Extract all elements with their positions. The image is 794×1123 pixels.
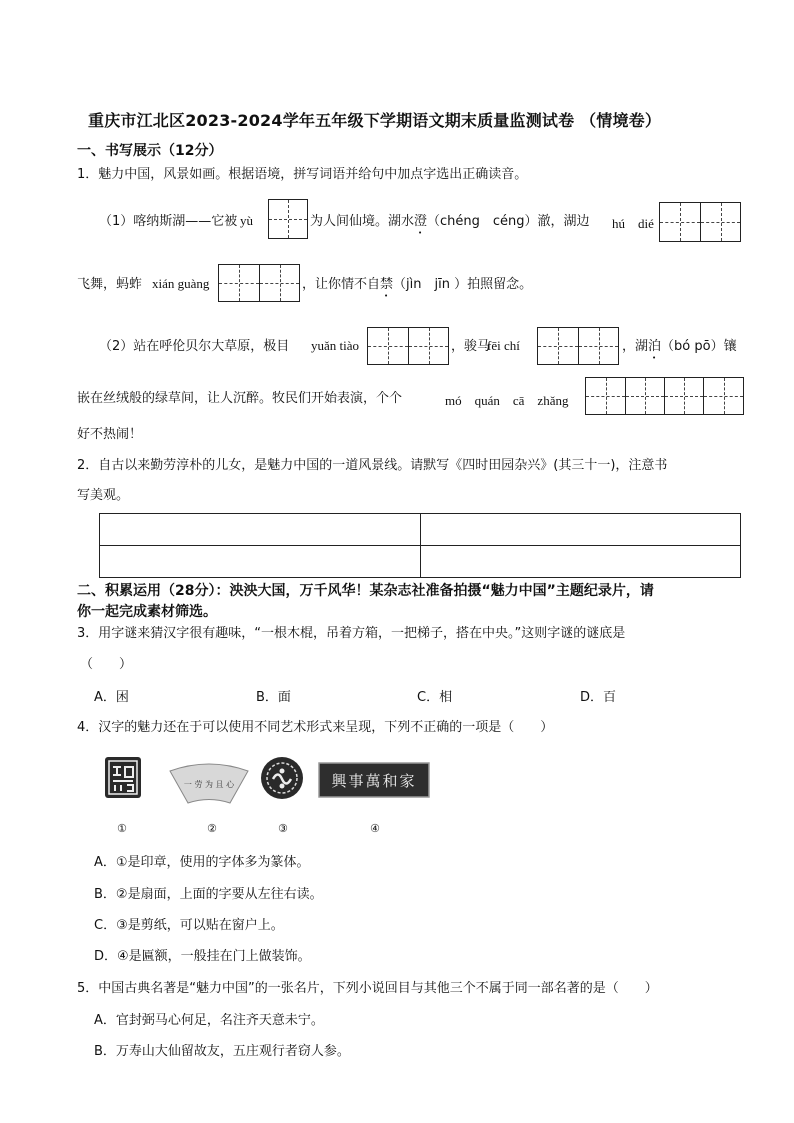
q1-line1-text-c: （chéng céng）澈，湖边 bbox=[427, 214, 590, 229]
image-label-3: ③ bbox=[278, 822, 288, 835]
section2-heading-line2: 你一起完成素材筛选。 bbox=[77, 604, 217, 620]
writing-cell[interactable] bbox=[586, 378, 625, 414]
poem-cell[interactable] bbox=[100, 546, 421, 578]
writing-cell[interactable] bbox=[578, 328, 618, 364]
q3-paren: （ ） bbox=[80, 657, 133, 672]
writing-cell[interactable] bbox=[538, 328, 578, 364]
answer-box-feichi[interactable] bbox=[537, 327, 619, 365]
answer-box-xianguang[interactable] bbox=[218, 264, 300, 302]
pinyin-feichi: fēi chí bbox=[487, 338, 520, 353]
q5-stem: 5．中国古典名著是“魅力中国”的一张名片，下列小说回目与其他三个不属于同一部名著的是（ ） bbox=[77, 981, 658, 996]
poem-cell[interactable] bbox=[420, 514, 741, 546]
q1-line3-text-b: ，骏马 bbox=[451, 339, 491, 354]
seal-icon bbox=[103, 755, 143, 800]
answer-box-yu[interactable] bbox=[268, 199, 308, 239]
q1-line4-text: 嵌在丝绒般的绿草间，让人沉醉。牧民们开始表演，个个 bbox=[77, 391, 403, 406]
q3-option-a[interactable]: A．困 bbox=[94, 690, 129, 705]
writing-cell[interactable] bbox=[625, 378, 664, 414]
pinyin-yu: yù bbox=[240, 213, 253, 228]
writing-cell[interactable] bbox=[664, 378, 703, 414]
dotted-char-cheng: 澄 bbox=[414, 214, 428, 229]
plaque-inscription: 興事萬和家 bbox=[331, 772, 417, 790]
writing-cell[interactable] bbox=[700, 203, 740, 241]
q3-option-c[interactable]: C．相 bbox=[417, 690, 453, 705]
writing-cell[interactable] bbox=[368, 328, 408, 364]
writing-cell[interactable] bbox=[408, 328, 448, 364]
q1-line5-text: 好不热闹！ bbox=[77, 427, 143, 442]
q1-line1-text-a: （1）喀纳斯湖——它被 bbox=[99, 214, 238, 229]
q5-option-b[interactable]: B．万寿山大仙留故友，五庄观行者窃人参。 bbox=[94, 1044, 350, 1059]
pinyin-moquancazhang: mó quán cā zhǎng bbox=[445, 393, 569, 408]
answer-box-yuantiao[interactable] bbox=[367, 327, 449, 365]
papercut-icon bbox=[259, 755, 305, 801]
q2-stem-line1: 2．自古以来勤劳淳朴的儿女，是魅力中国的一道风景线。请默写《四时田园杂兴》(其三十一)，注意书 bbox=[77, 458, 668, 473]
q1-line3-text-c bbox=[622, 338, 737, 362]
writing-cell[interactable] bbox=[660, 203, 700, 241]
poem-cell[interactable] bbox=[100, 514, 421, 546]
q2-stem-line2: 写美观。 bbox=[77, 488, 130, 503]
section1-heading: 一、书写展示（12分） bbox=[77, 143, 223, 159]
q4-option-a[interactable]: A．①是印章，使用的字体多为篆体。 bbox=[94, 855, 310, 870]
fan-inscription: 一 劳 为 且 心 bbox=[183, 780, 235, 789]
pinyin-xianguang: xián guàng bbox=[152, 276, 210, 291]
dotted-char-po: 泊 bbox=[648, 339, 662, 354]
q1-line1-text-b bbox=[310, 213, 590, 237]
papercut-image bbox=[259, 755, 305, 805]
q1-stem: 1．魅力中国，风景如画。根据语境，拼写词语并给句中加点字选出正确读音。 bbox=[77, 167, 528, 182]
q4-stem: 4．汉字的魅力还在于可以使用不同艺术形式来呈现，下列不正确的一项是（ ） bbox=[77, 720, 554, 735]
poem-writing-table[interactable] bbox=[99, 513, 741, 578]
writing-cell[interactable] bbox=[219, 265, 259, 301]
q1-line2-text-a: 飞舞，蚂蚱 bbox=[77, 277, 143, 292]
pinyin-hudie: hú dié bbox=[612, 216, 654, 231]
q5-option-a[interactable]: A．官封弼马心何足，名注齐天意未宁。 bbox=[94, 1013, 324, 1028]
q1-line2-text-c: （jìn jīn ）拍照留念。 bbox=[393, 277, 533, 292]
image-label-2: ② bbox=[207, 822, 217, 835]
q1-line3-text-c-main: ，湖 bbox=[622, 339, 649, 354]
answer-box-hudie[interactable] bbox=[659, 202, 741, 242]
q3-stem: 3．用字谜来猜汉字很有趣味，“一根木棍，吊着方箱，一把梯子，搭在中央。”这则字谜的谜底是 bbox=[77, 626, 626, 641]
q1-line1-text-b-main: 为人间仙境。湖水 bbox=[310, 214, 415, 229]
image-label-1: ① bbox=[117, 822, 127, 835]
q4-option-b[interactable]: B．②是扇面，上面的字要从左往右读。 bbox=[94, 887, 323, 902]
plaque-icon bbox=[318, 762, 430, 798]
fan-image bbox=[168, 763, 250, 809]
writing-cell[interactable] bbox=[269, 200, 307, 238]
q1-line3-text-d: （bó pō）镶 bbox=[661, 339, 737, 354]
q3-option-b[interactable]: B．面 bbox=[256, 690, 291, 705]
dotted-char-jin: 禁 bbox=[380, 277, 394, 292]
q1-line2-text-b-main: ，让你情不自 bbox=[302, 277, 381, 292]
poem-cell[interactable] bbox=[420, 546, 741, 578]
section2-heading-line1: 二、积累运用（28分）：泱泱大国，万千风华！某杂志社准备拍摄“魅力中国”主题纪录片，请 bbox=[77, 583, 654, 599]
q3-option-d[interactable]: D．百 bbox=[580, 690, 617, 705]
image-label-4: ④ bbox=[370, 822, 380, 835]
q4-option-c[interactable]: C．③是剪纸，可以贴在窗户上。 bbox=[94, 918, 284, 933]
q1-line2-text-b bbox=[302, 276, 532, 300]
writing-cell[interactable] bbox=[259, 265, 299, 301]
seal-image bbox=[103, 755, 143, 804]
q1-line3-text-a: （2）站在呼伦贝尔大草原，极目 bbox=[99, 339, 290, 354]
q4-option-d[interactable]: D．④是匾额，一般挂在门上做装饰。 bbox=[94, 949, 311, 964]
plaque-image bbox=[318, 762, 430, 802]
fan-icon bbox=[168, 763, 250, 805]
pinyin-yuantiao: yuǎn tiào bbox=[311, 338, 360, 353]
writing-cell[interactable] bbox=[703, 378, 743, 414]
answer-box-moquancazhang[interactable] bbox=[585, 377, 744, 415]
page-title: 重庆市江北区2023-2024学年五年级下学期语文期末质量监测试卷 （情境卷） bbox=[88, 111, 662, 130]
